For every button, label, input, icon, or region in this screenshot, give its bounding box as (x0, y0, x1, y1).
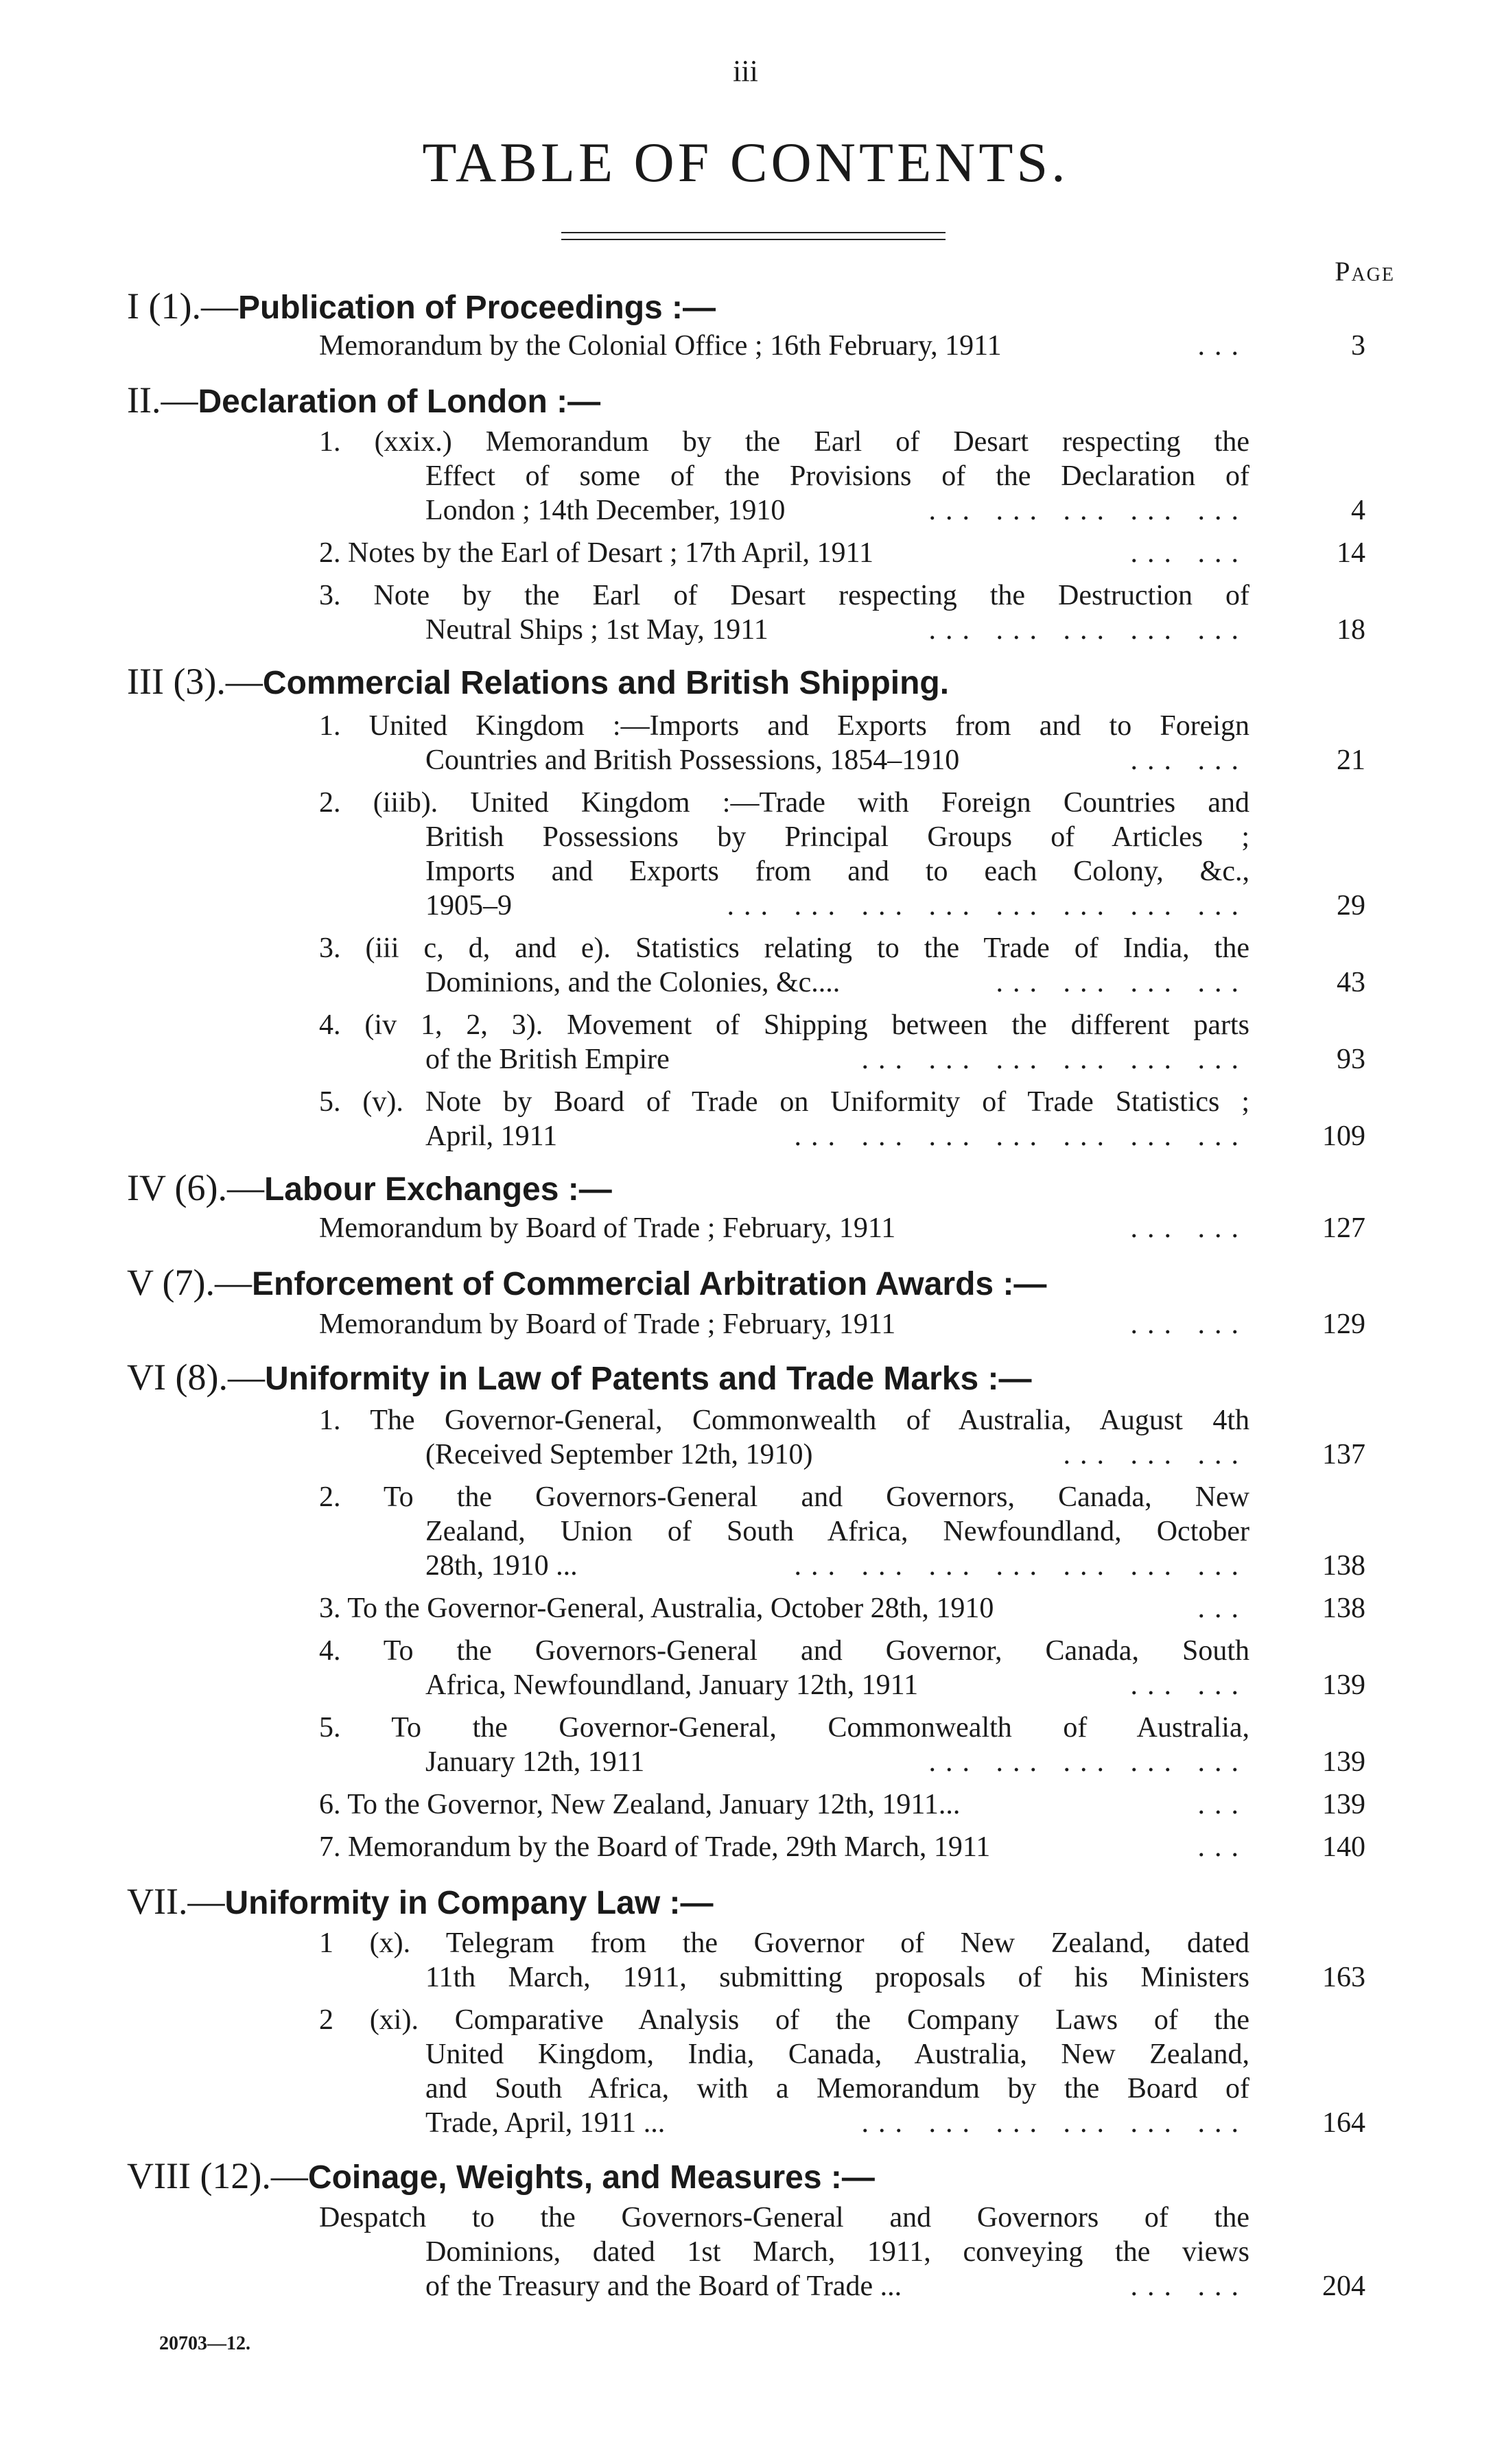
toc-entry-continued: British Possessions by Principal Groups of Articles ; (425, 821, 1249, 853)
toc-entry: 2 (xi). Comparative Analysis of the Company Laws of the (319, 2004, 1249, 2036)
title-rule-top (561, 232, 946, 233)
toc-entry-continued: April, 1911 ... ... ... ... ... ... ... (425, 1120, 1248, 1152)
toc-entry: 5. To the Governor-General, Commonwealth of Australia, (319, 1712, 1249, 1744)
toc-entry: 3. To the Governor-General, Australia, October 28th, 1910 ... (319, 1593, 1248, 1624)
section-title: Publication of Proceedings :— (237, 290, 716, 326)
page-ref: 21 (1337, 744, 1365, 776)
toc-entry: 5. (v). Note by Board of Trade on Uniformity of Trade Statistics ; (319, 1086, 1249, 1118)
section-heading (127, 2155, 1417, 2197)
section-title: Uniformity in Law of Patents and Trade Marks :— (264, 1361, 1032, 1397)
toc-entry-continued: Africa, Newfoundland, January 12th, 1911 ... ... (425, 1669, 1248, 1701)
page-number: iii (733, 54, 758, 88)
toc-entry: Memorandum by Board of Trade ; February, 1911 ... ... (319, 1309, 1248, 1340)
page-ref: 4 (1351, 495, 1365, 526)
toc-entry: 4. (iv 1, 2, 3). Movement of Shipping between the different parts (319, 1009, 1249, 1041)
print-code: 20703—12. (159, 2333, 250, 2354)
toc-entry-continued: Dominions, and the Colonies, &c.... ... ... ... ... (425, 967, 1248, 998)
page-ref: 204 (1322, 2271, 1365, 2302)
section-heading (127, 1880, 1417, 1923)
page-ref: 18 (1337, 614, 1365, 646)
toc-entry: 1. (xxix.) Memorandum by the Earl of Desart respecting the (319, 426, 1249, 458)
section-title: Coinage, Weights, and Measures :— (307, 2159, 875, 2196)
section-number: III (3).— (127, 661, 263, 702)
toc-entry-continued: United Kingdom, India, Canada, Australia, New Zealand, (425, 2039, 1249, 2070)
page-ref: 140 (1322, 1831, 1365, 1863)
toc-entry: 3. Note by the Earl of Desart respecting the Destruction of (319, 580, 1249, 611)
toc-entry-continued: 28th, 1910 ... ... ... ... ... ... ... ... (425, 1550, 1248, 1582)
toc-entry-continued: (Received September 12th, 1910) ... ... ... (425, 1439, 1248, 1470)
section-title: Labour Exchanges :— (263, 1171, 612, 1208)
toc-entry-continued: Neutral Ships ; 1st May, 1911 ... ... ... ... ... (425, 614, 1248, 646)
section-heading (127, 660, 1417, 703)
section-heading (127, 1261, 1417, 1304)
page-ref: 109 (1322, 1120, 1365, 1152)
page-ref: 164 (1322, 2107, 1365, 2139)
section-number: VIII (12).— (127, 2155, 308, 2196)
page-ref: 139 (1322, 1746, 1365, 1778)
toc-entry-continued: January 12th, 1911 ... ... ... ... ... (425, 1746, 1248, 1778)
toc-entry-continued: London ; 14th December, 1910 ... ... ... ... ... (425, 495, 1248, 526)
page-ref: 139 (1322, 1669, 1365, 1701)
section-number: VI (8).— (127, 1357, 265, 1398)
toc-entry-continued: 11th March, 1911, submitting proposals of his Ministers (425, 1962, 1249, 1993)
page-ref: 129 (1322, 1309, 1365, 1340)
page-ref: 93 (1337, 1044, 1365, 1075)
page-ref: 163 (1322, 1962, 1365, 1993)
toc-entry: 7. Memorandum by the Board of Trade, 29th March, 1911 ... (319, 1831, 1248, 1863)
toc-entry: Memorandum by Board of Trade ; February, 1911 ... ... (319, 1212, 1248, 1244)
page-column-header: Page (1335, 256, 1395, 287)
page-title: TABLE OF CONTENTS. (422, 131, 1069, 193)
toc-entry-continued: of the Treasury and the Board of Trade ... ... ... (425, 2271, 1248, 2302)
section-title: Commercial Relations and British Shipping. (262, 665, 950, 701)
toc-entry: Despatch to the Governors-General and Governors of the (319, 2202, 1249, 2233)
toc-entry: 1. United Kingdom :—Imports and Exports from and to Foreign (319, 710, 1249, 742)
toc-entry: 2. (iiib). United Kingdom :—Trade with Foreign Countries and (319, 787, 1249, 819)
toc-entry: 3. (iii c, d, and e). Statistics relating to the Trade of India, the (319, 932, 1249, 964)
section-number: II.— (127, 379, 198, 421)
toc-entry-continued: 1905–9 ... ... ... ... ... ... ... ... (425, 890, 1248, 922)
section-heading (127, 285, 1417, 327)
page-ref: 139 (1322, 1789, 1365, 1820)
section-number: VII.— (127, 1881, 225, 1922)
section-title: Uniformity in Company Law :— (224, 1885, 714, 1921)
page-ref: 138 (1322, 1593, 1365, 1624)
toc-entry: 2. To the Governors-General and Governors, Canada, New (319, 1481, 1249, 1513)
page-ref: 138 (1322, 1550, 1365, 1582)
toc-entry-continued: Imports and Exports from and to each Colony, &c., (425, 856, 1249, 887)
toc-entry: 2. Notes by the Earl of Desart ; 17th April, 1911 ... ... (319, 537, 1248, 569)
toc-entry-continued: Effect of some of the Provisions of the Declaration of (425, 460, 1249, 492)
section-number: I (1).— (127, 285, 238, 327)
page-ref: 29 (1337, 890, 1365, 922)
page-ref: 14 (1337, 537, 1365, 569)
section-number: V (7).— (127, 1262, 252, 1303)
page-ref: 137 (1322, 1439, 1365, 1470)
section-heading (127, 379, 1417, 421)
toc-entry-continued: Trade, April, 1911 ... ... ... ... ... ... ... (425, 2107, 1248, 2139)
title-rule-bottom (561, 239, 946, 240)
section-title: Declaration of London :— (198, 384, 601, 420)
toc-entry: 6. To the Governor, New Zealand, January 12th, 1911... ... (319, 1789, 1248, 1820)
toc-entry-continued: of the British Empire ... ... ... ... ... ... (425, 1044, 1248, 1075)
toc-entry-continued: Countries and British Possessions, 1854–1910 ... ... (425, 744, 1248, 776)
toc-entry: 1 (x). Telegram from the Governor of New Zealand, dated (319, 1927, 1249, 1959)
page-ref: 3 (1351, 330, 1365, 362)
section-title: Enforcement of Commercial Arbitration Awards :— (252, 1266, 1047, 1302)
page-ref: 127 (1322, 1212, 1365, 1244)
section-heading (127, 1166, 1417, 1209)
toc-entry-continued: and South Africa, with a Memorandum by the Board of (425, 2073, 1249, 2104)
toc-entry: 1. The Governor-General, Commonwealth of Australia, August 4th (319, 1405, 1249, 1436)
section-number: IV (6).— (127, 1167, 264, 1208)
toc-entry: Memorandum by the Colonial Office ; 16th February, 1911 ... (319, 330, 1248, 362)
page-ref: 43 (1337, 967, 1365, 998)
toc-entry-continued: Zealand, Union of South Africa, Newfoundland, October (425, 1516, 1249, 1547)
section-heading (127, 1356, 1417, 1398)
toc-entry: 4. To the Governors-General and Governor, Canada, South (319, 1635, 1249, 1667)
toc-entry-continued: Dominions, dated 1st March, 1911, conveying the views (425, 2236, 1249, 2268)
